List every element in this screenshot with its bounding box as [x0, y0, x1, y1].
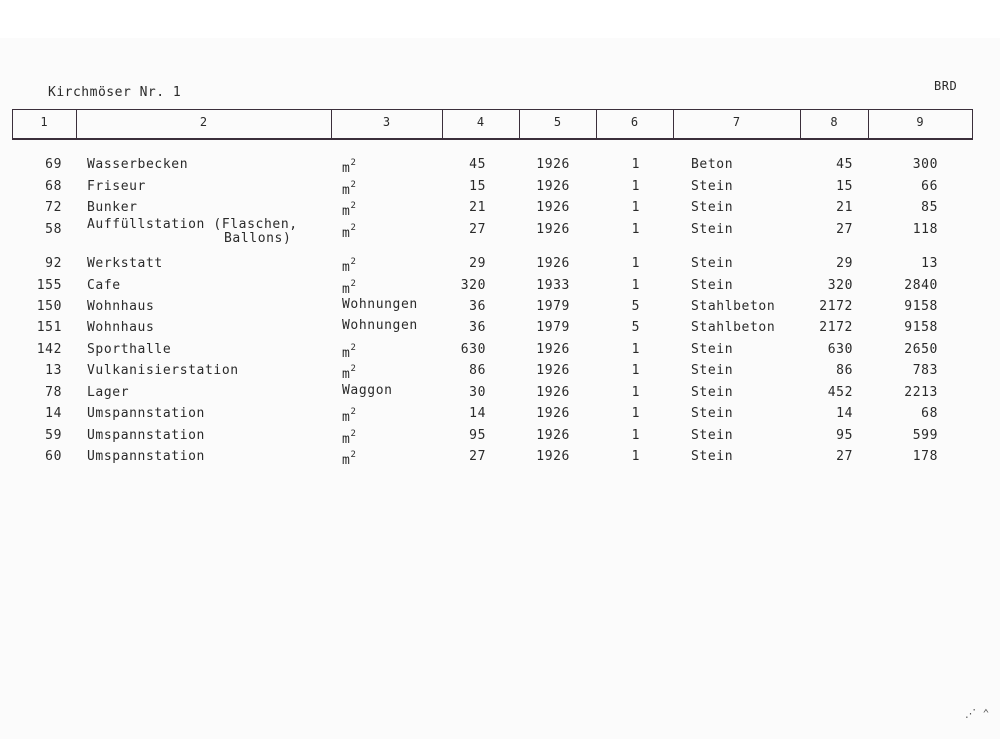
unit-label: m — [342, 432, 351, 447]
unit-exponent: 2 — [350, 428, 357, 439]
cell-year: 1926 — [536, 179, 570, 194]
unit-label: m — [342, 161, 351, 176]
cell-id: 78 — [45, 385, 62, 400]
cell-year: 1926 — [536, 256, 570, 271]
cell-name: Cafe — [87, 278, 121, 293]
unit-exponent: 2 — [350, 278, 357, 289]
column-header: 6 — [630, 115, 639, 129]
cell-name: Bunker — [87, 200, 138, 215]
cell-value: 2840 — [904, 278, 938, 293]
cell-area: 14 — [836, 406, 853, 421]
cell-material: Stein — [691, 200, 734, 215]
cell-material: Stein — [691, 222, 734, 237]
unit-label: m — [342, 282, 351, 297]
cell-value: 118 — [912, 222, 938, 237]
unit-label: m — [342, 367, 351, 382]
cell-area: 27 — [836, 222, 853, 237]
cell-unit — [342, 318, 418, 333]
column-header: 2 — [199, 115, 208, 129]
unit-exponent: 2 — [350, 342, 357, 353]
cell-count: 1 — [631, 179, 640, 194]
cell-count: 1 — [631, 342, 640, 357]
column-header: 3 — [382, 115, 391, 129]
cell-name: Sporthalle — [87, 342, 172, 357]
cell-qty: 630 — [460, 342, 486, 357]
cell-count: 1 — [631, 449, 640, 464]
cell-id: 155 — [36, 278, 62, 293]
cell-unit — [342, 157, 357, 176]
unit-exponent: 2 — [350, 406, 357, 417]
cell-name-continuation: Ballons) — [224, 231, 292, 246]
cell-area: 452 — [827, 385, 853, 400]
cell-unit — [342, 449, 357, 468]
cell-material: Stein — [691, 449, 734, 464]
cell-name: Wohnhaus — [87, 299, 155, 314]
unit-label: m — [342, 183, 351, 198]
cell-id: 60 — [45, 449, 62, 464]
unit-label: m — [342, 453, 351, 468]
cell-material: Stahlbeton — [691, 299, 776, 314]
column-header: 4 — [476, 115, 485, 129]
cell-name: Vulkanisierstation — [87, 363, 239, 378]
cell-year: 1926 — [536, 406, 570, 421]
cell-value: 85 — [921, 200, 938, 215]
cell-id: 58 — [45, 222, 62, 237]
document-title: Kirchmöser Nr. 1 — [48, 85, 182, 100]
cell-count: 1 — [631, 222, 640, 237]
cell-id: 59 — [45, 428, 62, 443]
unit-label: m — [342, 410, 351, 425]
cell-value: 599 — [912, 428, 938, 443]
cell-unit — [342, 278, 357, 297]
unit-label: m — [342, 346, 351, 361]
cell-name: Lager — [87, 385, 130, 400]
cell-unit — [342, 222, 357, 241]
cell-area: 27 — [836, 449, 853, 464]
column-header: 7 — [732, 115, 741, 129]
cell-year: 1926 — [536, 200, 570, 215]
cell-id: 92 — [45, 256, 62, 271]
cell-id: 13 — [45, 363, 62, 378]
unit-label: Waggon — [342, 383, 393, 398]
cell-unit — [342, 383, 393, 398]
cell-material: Stein — [691, 179, 734, 194]
cell-id: 72 — [45, 200, 62, 215]
cell-count: 5 — [631, 320, 640, 335]
cell-name: Wasserbecken — [87, 157, 189, 172]
column-header: 9 — [916, 115, 924, 129]
cell-year: 1926 — [536, 222, 570, 237]
cell-unit — [342, 200, 357, 219]
cell-material: Stein — [691, 363, 734, 378]
cell-id: 69 — [45, 157, 62, 172]
cell-material: Stein — [691, 278, 734, 293]
cell-qty: 27 — [469, 449, 486, 464]
cell-count: 1 — [631, 200, 640, 215]
unit-exponent: 2 — [350, 222, 357, 233]
cell-material: Stahlbeton — [691, 320, 776, 335]
unit-exponent: 2 — [350, 200, 357, 211]
cell-year: 1926 — [536, 385, 570, 400]
region-label: BRD — [934, 79, 958, 93]
cell-qty: 29 — [469, 256, 486, 271]
cell-unit — [342, 179, 357, 198]
cell-material: Stein — [691, 385, 734, 400]
column-header: 5 — [553, 115, 562, 129]
unit-label: m — [342, 226, 351, 241]
cell-name: Umspannstation — [87, 406, 205, 421]
cell-area: 630 — [827, 342, 853, 357]
header-divider — [972, 109, 973, 138]
cell-qty: 86 — [469, 363, 486, 378]
unit-exponent: 2 — [350, 256, 357, 267]
cell-unit — [342, 406, 357, 425]
cell-qty: 95 — [469, 428, 486, 443]
cell-count: 1 — [631, 428, 640, 443]
cell-qty: 21 — [469, 200, 486, 215]
cell-unit — [342, 342, 357, 361]
unit-label: m — [342, 260, 351, 275]
cell-value: 9158 — [904, 320, 938, 335]
unit-exponent: 2 — [350, 449, 357, 460]
cell-qty: 30 — [469, 385, 486, 400]
unit-label: Wohnungen — [342, 318, 418, 333]
cell-year: 1979 — [536, 299, 570, 314]
cell-unit — [342, 363, 357, 382]
cell-value: 13 — [921, 256, 938, 271]
cell-year: 1926 — [536, 157, 570, 172]
cell-count: 1 — [631, 278, 640, 293]
cell-area: 2172 — [819, 299, 853, 314]
cell-id: 68 — [45, 179, 62, 194]
unit-label: m — [342, 204, 351, 219]
cell-name: Umspannstation — [87, 428, 205, 443]
cell-qty: 14 — [469, 406, 486, 421]
cell-area: 86 — [836, 363, 853, 378]
unit-exponent: 2 — [350, 179, 357, 190]
cell-id: 142 — [36, 342, 62, 357]
cell-area: 95 — [836, 428, 853, 443]
cell-qty: 36 — [469, 320, 486, 335]
cell-area: 21 — [836, 200, 853, 215]
cell-area: 320 — [827, 278, 853, 293]
cell-name: Friseur — [87, 179, 146, 194]
cell-name: Umspannstation — [87, 449, 205, 464]
cell-value: 68 — [921, 406, 938, 421]
cell-year: 1926 — [536, 342, 570, 357]
cell-qty: 15 — [469, 179, 486, 194]
cell-count: 1 — [631, 157, 640, 172]
cell-count: 1 — [631, 406, 640, 421]
cell-material: Stein — [691, 342, 734, 357]
corner-mark: ⋰ ⌃ — [965, 707, 990, 720]
cell-value: 178 — [912, 449, 938, 464]
cell-qty: 45 — [469, 157, 486, 172]
cell-id: 14 — [45, 406, 62, 421]
cell-count: 1 — [631, 385, 640, 400]
cell-year: 1979 — [536, 320, 570, 335]
cell-year: 1933 — [536, 278, 570, 293]
cell-value: 300 — [912, 157, 938, 172]
cell-qty: 36 — [469, 299, 486, 314]
cell-material: Beton — [691, 157, 734, 172]
cell-id: 151 — [36, 320, 62, 335]
cell-material: Stein — [691, 406, 734, 421]
unit-exponent: 2 — [350, 363, 357, 374]
cell-material: Stein — [691, 256, 734, 271]
cell-value: 9158 — [904, 299, 938, 314]
cell-value: 2213 — [904, 385, 938, 400]
cell-area: 45 — [836, 157, 853, 172]
cell-unit — [342, 428, 357, 447]
cell-count: 1 — [631, 256, 640, 271]
cell-name: Wohnhaus — [87, 320, 155, 335]
column-header: 8 — [830, 115, 838, 129]
cell-year: 1926 — [536, 428, 570, 443]
column-header: 1 — [40, 115, 48, 129]
cell-name: Auffüllstation (Flaschen, — [87, 217, 298, 232]
cell-qty: 27 — [469, 222, 486, 237]
cell-unit — [342, 297, 418, 312]
cell-count: 5 — [631, 299, 640, 314]
cell-name: Werkstatt — [87, 256, 163, 271]
cell-value: 66 — [921, 179, 938, 194]
cell-area: 29 — [836, 256, 853, 271]
cell-material: Stein — [691, 428, 734, 443]
cell-qty: 320 — [460, 278, 486, 293]
cell-value: 2650 — [904, 342, 938, 357]
cell-id: 150 — [36, 299, 62, 314]
unit-label: Wohnungen — [342, 297, 418, 312]
cell-year: 1926 — [536, 363, 570, 378]
cell-year: 1926 — [536, 449, 570, 464]
cell-area: 2172 — [819, 320, 853, 335]
cell-area: 15 — [836, 179, 853, 194]
cell-unit — [342, 256, 357, 275]
unit-exponent: 2 — [350, 157, 357, 168]
cell-count: 1 — [631, 363, 640, 378]
cell-value: 783 — [912, 363, 938, 378]
